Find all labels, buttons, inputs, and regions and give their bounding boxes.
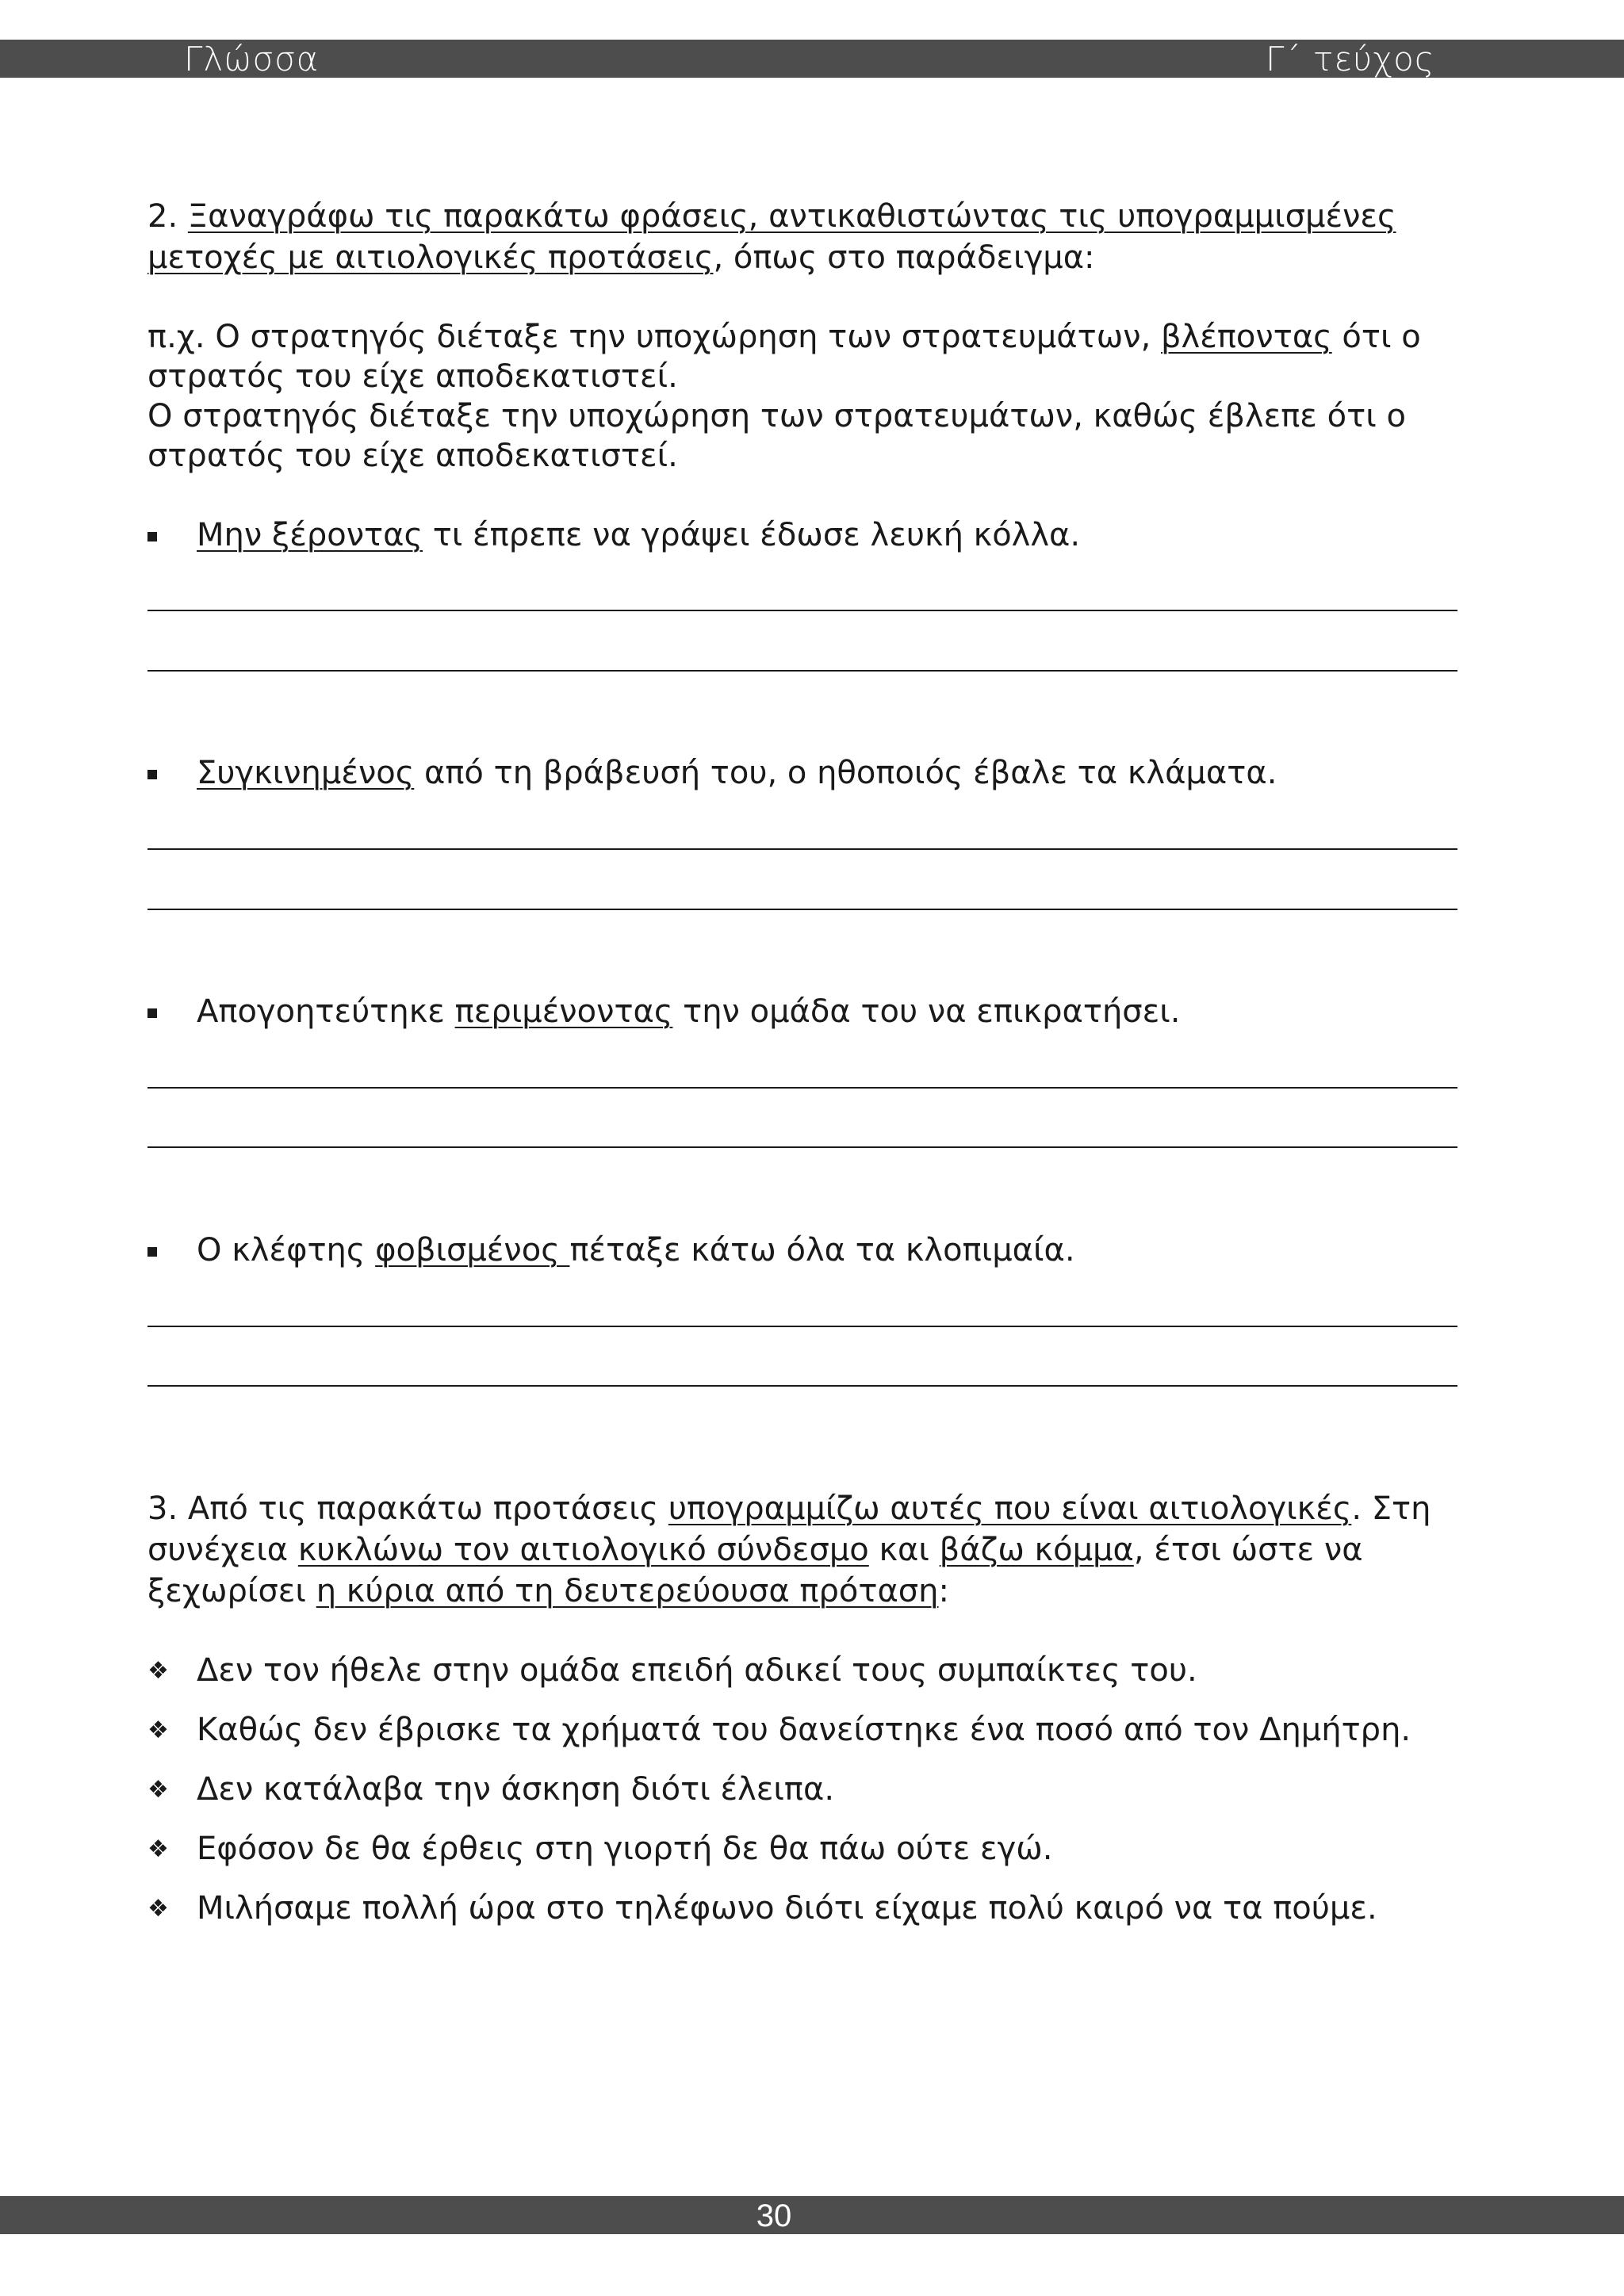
ex3-l3-post: : — [938, 1573, 949, 1609]
exercise2-item-4 — [197, 1230, 1075, 1270]
header-subject: Γλώσσα — [184, 40, 320, 78]
example-line4: στρατός του είχε αποδεκατιστεί. — [147, 438, 678, 474]
ex3-l2-pre: συνέχεια — [147, 1532, 298, 1568]
exercise3-sentence-1: Δεν τον ήθελε στην ομάδα επειδή αδικεί τους συμπαίκτες του. — [197, 1652, 1197, 1689]
item-2-underlined: Συγκινημένος — [197, 755, 415, 791]
item-3-post: την ομάδα του να επικρατήσει. — [672, 993, 1181, 1030]
exercise2-number: 2. — [147, 198, 178, 235]
item-3-underlined: περιμένοντας — [454, 993, 673, 1030]
exercise2-item-2 — [197, 753, 1277, 793]
exercise2-item-3 — [197, 992, 1181, 1031]
ex3-l1-pre: 3. Από τις παρακάτω προτάσεις — [147, 1490, 668, 1527]
exercise3-sentence-5: Μιλήσαμε πολλή ώρα στο τηλέφωνο διότι είχαμε πολύ καιρό να τα πούμε. — [197, 1890, 1377, 1927]
answer-line[interactable] — [147, 610, 1457, 611]
exercise3-instruction-line2 — [147, 1530, 1363, 1570]
exercise3-instruction-line3 — [147, 1571, 949, 1611]
item-4-underlined: φοβισμένος — [375, 1232, 570, 1269]
exercise3-sentence-2: Καθώς δεν έβρισκε τα χρήματά του δανείστηκε ένα ποσό από τον Δημήτρη. — [197, 1712, 1411, 1748]
ex3-l1-post: . Στη — [1351, 1490, 1431, 1527]
ex3-l3-pre: ξεχωρίσει — [147, 1573, 316, 1609]
ex3-l2-underlined1: κυκλώνω τον αιτιολογικό σύνδεσμο — [297, 1532, 869, 1568]
ex3-l2-post: , έτσι ώστε να — [1133, 1532, 1363, 1568]
ex3-l1-underlined: υπογραμμίζω αυτές που είναι αιτιολογικές — [668, 1490, 1352, 1527]
exercise2-instruction-underlined1: Ξαναγράφω τις παρακάτω φράσεις, αντικαθιστώντας τις υπογραμμισμένες — [187, 198, 1396, 235]
ex3-l2-mid: και — [868, 1532, 940, 1568]
header-band — [0, 40, 1624, 78]
page-number: 30 — [756, 2198, 792, 2233]
exercise2-instruction-underlined2: μετοχές με αιτιολογικές προτάσεις — [147, 239, 714, 276]
diamond-bullet-icon: ❖ — [147, 1776, 169, 1804]
square-bullet-icon — [147, 770, 157, 779]
answer-line[interactable] — [147, 848, 1457, 850]
ex3-l2-underlined2: βάζω κόμμα — [939, 1532, 1134, 1568]
exercise2-item-1 — [197, 515, 1080, 555]
example-line1-post: ότι ο — [1331, 319, 1421, 355]
diamond-bullet-icon: ❖ — [147, 1835, 169, 1863]
example-line2: στρατός του είχε αποδεκατιστεί. — [147, 358, 678, 395]
square-bullet-icon — [147, 1008, 157, 1018]
answer-line[interactable] — [147, 1326, 1457, 1327]
item-4-pre: Ο κλέφτης — [197, 1232, 376, 1269]
answer-line[interactable] — [147, 1385, 1457, 1387]
header-volume: Γ΄ τεύχος — [1266, 40, 1435, 78]
item-1-underlined: Μην ξέροντας — [197, 517, 423, 553]
answer-line[interactable] — [147, 909, 1457, 910]
example-line1 — [147, 317, 1421, 357]
example-line1-underlined: βλέποντας — [1161, 319, 1332, 355]
diamond-bullet-icon: ❖ — [147, 1657, 169, 1685]
ex3-l3-underlined: η κύρια από τη δευτερεύουσα πρόταση — [316, 1573, 939, 1609]
example-line3: Ο στρατηγός διέταξε την υποχώρηση των στρατευμάτων, καθώς έβλεπε ότι ο — [147, 398, 1406, 434]
answer-line[interactable] — [147, 670, 1457, 672]
item-1-post: τι έπρεπε να γράψει έδωσε λευκή κόλλα. — [422, 517, 1081, 553]
item-3-pre: Απογοητεύτηκε — [197, 993, 455, 1030]
square-bullet-icon — [147, 532, 157, 541]
item-2-post: από τη βράβευσή του, ο ηθοποιός έβαλε τα κλάματα. — [414, 755, 1277, 791]
example-line1-pre: π.χ. Ο στρατηγός διέταξε την υποχώρηση των στρατευμάτων, — [147, 319, 1162, 355]
footer-band — [0, 2196, 1624, 2234]
exercise3-sentence-3: Δεν κατάλαβα την άσκηση διότι έλειπα. — [197, 1771, 835, 1808]
answer-line[interactable] — [147, 1087, 1457, 1089]
diamond-bullet-icon: ❖ — [147, 1895, 169, 1923]
square-bullet-icon — [147, 1247, 157, 1257]
exercise3-sentence-4: Εφόσον δε θα έρθεις στη γιορτή δε θα πάω ούτε εγώ. — [197, 1831, 1053, 1867]
answer-line[interactable] — [147, 1146, 1457, 1148]
exercise2-instruction-line1 — [147, 197, 1396, 236]
exercise2-instruction-rest: , όπως στο παράδειγμα: — [713, 239, 1095, 276]
diamond-bullet-icon: ❖ — [147, 1716, 169, 1744]
item-4-post: πέταξε κάτω όλα τα κλοπιμαία. — [569, 1232, 1075, 1269]
exercise2-instruction-line2 — [147, 238, 1095, 277]
exercise3-instruction-line1 — [147, 1489, 1431, 1529]
